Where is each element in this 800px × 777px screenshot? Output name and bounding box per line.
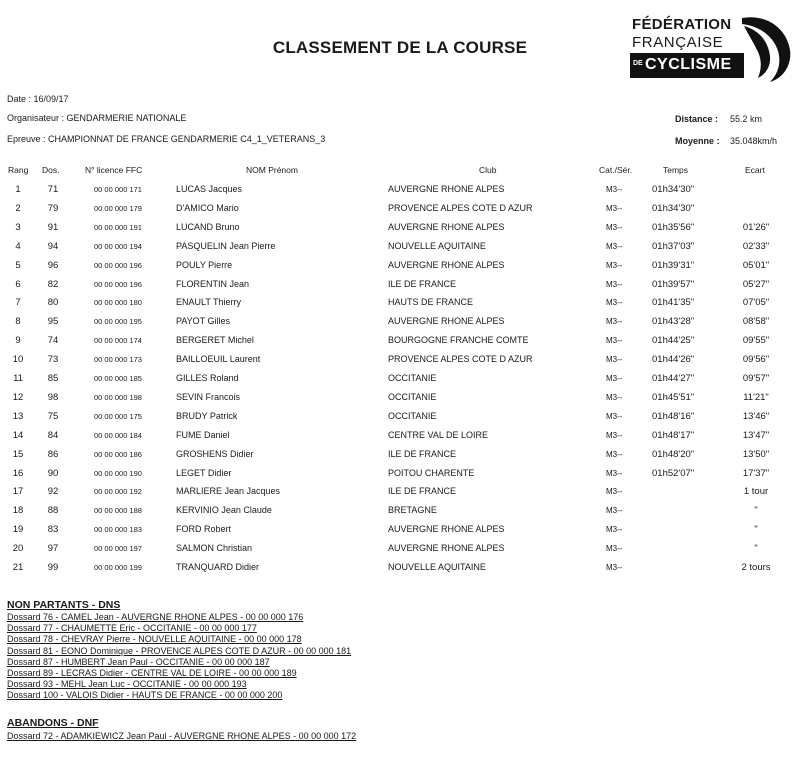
cell-rang: 7 <box>15 297 21 309</box>
cell-nom: BAILLOEUIL Laurent <box>176 354 261 365</box>
cell-nom: BRUDY Patrick <box>176 410 238 421</box>
cell-cat: M3-- <box>606 298 623 308</box>
cell-cat: M3-- <box>606 487 623 497</box>
cell-club: NOUVELLE AQUITAINE <box>388 240 486 251</box>
cell-club: AUVERGNE RHONE ALPES <box>388 221 505 232</box>
cell-ecart: 05'01" <box>742 259 770 271</box>
dns-entry: Dossard 87 - HUMBERT Jean Paul - OCCITANIE - 00 00 000 187 <box>7 656 270 667</box>
table-row <box>0 505 800 524</box>
cell-ecart: 11'21" <box>743 391 769 403</box>
cell-dos: 99 <box>47 562 59 573</box>
cell-club: POITOU CHARENTE <box>388 467 475 478</box>
dns-entry: Dossard 76 - CAMEL Jean - AUVERGNE RHONE ALPES - 00 00 000 176 <box>7 612 304 622</box>
cell-nom: MARLIERE Jean Jacques <box>176 486 281 497</box>
cell-rang: 19 <box>12 524 24 536</box>
cell-club: OCCITANIE <box>388 410 437 421</box>
cell-licence: 00 00 000 184 <box>94 430 142 440</box>
cell-club: NOUVELLE AQUITAINE <box>388 562 486 572</box>
cell-rang: 15 <box>12 448 24 460</box>
dns-entry: Dossard 77 - CHAUMETTE Eric - OCCITANIE - 00 00 000 177 <box>7 623 257 634</box>
cell-dos: 92 <box>47 486 59 498</box>
cell-rang: 2 <box>15 202 21 214</box>
cell-cat: M3-- <box>606 411 623 421</box>
table-row <box>0 335 800 354</box>
col-header-licence: N° licence FFC <box>85 165 143 175</box>
cell-cat: M3-- <box>606 336 623 346</box>
cell-licence: 00 00 000 179 <box>94 203 142 213</box>
cell-nom: LEGET Didier <box>176 467 232 478</box>
logo-line-3: CYCLISME <box>645 56 732 73</box>
cell-rang: 6 <box>15 278 21 290</box>
cell-rang: 4 <box>15 240 21 252</box>
cell-club: OCCITANIE <box>388 373 437 383</box>
cell-ecart: 17'37" <box>742 467 770 479</box>
cell-ecart: 01'26" <box>742 221 770 233</box>
cell-temps: 01h43'28" <box>652 316 695 328</box>
cell-nom: GILLES Roland <box>176 373 239 383</box>
cell-temps: 01h39'31" <box>652 259 695 271</box>
cell-licence: 00 00 000 183 <box>94 525 142 535</box>
table-row <box>0 524 800 543</box>
table-row <box>0 373 800 392</box>
cell-licence: 00 00 000 180 <box>94 298 142 308</box>
cell-cat: M3-- <box>606 279 623 289</box>
cell-temps: 01h44'25" <box>652 335 695 347</box>
cell-nom: FORD Robert <box>176 524 232 535</box>
cell-rang: 17 <box>12 486 24 498</box>
logo-line-1: FÉDÉRATION <box>632 16 732 33</box>
table-row <box>0 297 800 316</box>
distance-label: Distance : <box>675 114 719 124</box>
dns-entry: Dossard 100 - VALOIS Didier - HAUTS DE FRANCE - 00 00 000 200 <box>7 690 283 701</box>
cell-temps: 01h45'51" <box>652 391 695 403</box>
cell-rang: 1 <box>15 184 21 195</box>
race-date: Date : 16/09/17 <box>7 94 69 104</box>
cell-temps: 01h44'27" <box>652 373 695 384</box>
organizer: Organisateur : GENDARMERIE NATIONALE <box>7 113 187 123</box>
logo-line-2: FRANÇAISE <box>632 34 724 51</box>
cell-rang: 5 <box>15 259 21 271</box>
cell-ecart: 02'33" <box>742 240 770 252</box>
cell-rang: 9 <box>15 335 21 347</box>
col-header-temps: Temps <box>663 165 689 175</box>
cell-cat: M3-- <box>606 525 623 535</box>
cell-cat: M3-- <box>606 241 623 251</box>
cell-club: ILE DE FRANCE <box>388 486 457 497</box>
cell-temps: 01h34'30" <box>652 202 695 214</box>
cell-licence: 00 00 000 185 <box>94 374 142 383</box>
cell-dos: 90 <box>47 467 59 479</box>
cell-rang: 20 <box>12 543 24 555</box>
cell-dos: 79 <box>47 202 59 214</box>
cell-ecart: 09'57" <box>742 373 770 384</box>
cell-rang: 8 <box>15 316 21 328</box>
cell-rang: 10 <box>12 354 24 366</box>
cell-licence: 00 00 000 197 <box>94 544 142 554</box>
cell-temps: 01h41'35" <box>652 297 695 309</box>
cell-licence: 00 00 000 186 <box>94 449 142 459</box>
cell-nom: BERGERET Michel <box>176 335 254 346</box>
cell-club: AUVERGNE RHONE ALPES <box>388 524 505 535</box>
cell-cat: M3-- <box>606 185 623 194</box>
cell-club: BOURGOGNE FRANCHE COMTE <box>388 335 529 346</box>
cell-rang: 3 <box>15 221 21 233</box>
cell-dos: 83 <box>47 524 59 536</box>
cell-ecart: " <box>754 543 758 555</box>
dns-title: NON PARTANTS - DNS <box>7 599 121 611</box>
cell-rang: 13 <box>12 410 24 422</box>
cell-temps: 01h48'16" <box>652 410 695 422</box>
col-header-club: Club <box>479 165 497 175</box>
cell-cat: M3-- <box>606 563 623 572</box>
cell-dos: 91 <box>47 221 59 233</box>
table-row <box>0 354 800 373</box>
cell-cat: M3-- <box>606 506 623 516</box>
cell-club: OCCITANIE <box>388 391 437 402</box>
cell-licence: 00 00 000 171 <box>94 185 142 194</box>
cell-licence: 00 00 000 192 <box>94 487 142 497</box>
table-row <box>0 260 800 279</box>
cell-ecart: 13'46" <box>742 410 770 422</box>
dns-entry: Dossard 93 - MEHL Jean Luc - OCCITANIE - 00 00 000 193 <box>7 679 247 690</box>
cell-licence: 00 00 000 196 <box>94 279 142 289</box>
cell-ecart: " <box>754 505 758 517</box>
cell-cat: M3-- <box>606 430 623 440</box>
cell-ecart: 13'47" <box>742 429 770 441</box>
cell-club: PROVENCE ALPES COTE D AZUR <box>388 202 533 213</box>
table-row <box>0 430 800 449</box>
cell-dos: 74 <box>47 335 59 347</box>
cell-licence: 00 00 000 188 <box>94 506 142 516</box>
table-row <box>0 279 800 298</box>
event-name: Epreuve : CHAMPIONNAT DE FRANCE GENDARMERIE C4_1_VETERANS_3 <box>7 134 326 144</box>
table-row <box>0 486 800 505</box>
cell-club: ILE DE FRANCE <box>388 278 457 289</box>
average-speed-value: 35.048km/h <box>730 136 778 146</box>
table-row <box>0 468 800 487</box>
cell-cat: M3-- <box>606 317 623 327</box>
dns-entry: Dossard 81 - EONO Dominique - PROVENCE ALPES COTE D AZUR - 00 00 000 181 <box>7 645 352 656</box>
cell-cat: M3-- <box>606 203 623 213</box>
cell-ecart: 09'56" <box>742 354 770 366</box>
table-row <box>0 203 800 222</box>
cell-nom: GROSHENS Didier <box>176 448 254 459</box>
cell-club: BRETAGNE <box>388 505 437 516</box>
cell-cat: M3-- <box>606 468 623 478</box>
cell-nom: PASQUELIN Jean Pierre <box>176 240 276 251</box>
cell-licence: 00 00 000 199 <box>94 563 142 572</box>
cell-licence: 00 00 000 190 <box>94 468 142 478</box>
cell-rang: 11 <box>13 373 23 384</box>
cell-licence: 00 00 000 198 <box>94 392 142 402</box>
cell-cat: M3-- <box>606 392 623 402</box>
dns-entry: Dossard 78 - CHEVRAY Pierre - NOUVELLE AQUITAINE - 00 00 000 178 <box>7 634 302 645</box>
col-header-ecart: Ecart <box>745 165 765 175</box>
table-row <box>0 316 800 335</box>
cell-ecart: 05'27" <box>742 278 770 290</box>
cell-nom: POULY Pierre <box>176 259 233 270</box>
cell-rang: 16 <box>12 467 24 479</box>
table-row <box>0 562 800 581</box>
cell-temps: 01h48'20" <box>652 448 695 460</box>
cell-club: AUVERGNE RHONE ALPES <box>388 184 505 194</box>
cell-ecart: 2 tours <box>741 562 771 573</box>
table-row <box>0 222 800 241</box>
cell-temps: 01h34'30" <box>652 184 695 195</box>
logo-swoosh-icon <box>724 12 796 84</box>
cell-club: AUVERGNE RHONE ALPES <box>388 316 505 327</box>
col-header-nom: NOM Prénom <box>246 165 298 175</box>
cell-cat: M3-- <box>606 355 623 365</box>
cell-dos: 85 <box>47 373 59 384</box>
cell-ecart: 08'58" <box>742 316 770 328</box>
cell-nom: LUCAND Bruno <box>176 221 240 232</box>
cell-licence: 00 00 000 191 <box>94 222 142 232</box>
cell-nom: LUCAS Jacques <box>176 184 243 194</box>
cell-club: PROVENCE ALPES COTE D AZUR <box>388 354 533 365</box>
cell-nom: SEVIN Francois <box>176 391 241 402</box>
cell-club: CENTRE VAL DE LOIRE <box>388 429 489 440</box>
table-row <box>0 184 800 203</box>
cell-cat: M3-- <box>606 374 623 383</box>
cell-rang: 12 <box>12 391 24 403</box>
cell-cat: M3-- <box>606 260 623 270</box>
cell-dos: 71 <box>47 184 59 195</box>
logo-de: DE <box>633 60 643 67</box>
cell-cat: M3-- <box>606 449 623 459</box>
cell-ecart: " <box>754 524 758 536</box>
cell-cat: M3-- <box>606 222 623 232</box>
cell-temps: 01h52'07" <box>652 467 695 479</box>
cell-club: ILE DE FRANCE <box>388 448 457 459</box>
table-row <box>0 392 800 411</box>
average-speed-label: Moyenne : <box>675 136 720 146</box>
ffc-logo <box>628 12 798 84</box>
cell-nom: FLORENTIN Jean <box>176 278 250 289</box>
cell-dos: 88 <box>47 505 59 517</box>
cell-ecart: 09'55" <box>742 335 770 347</box>
cell-club: AUVERGNE RHONE ALPES <box>388 259 505 270</box>
cell-rang: 14 <box>12 429 24 441</box>
table-row <box>0 543 800 562</box>
cell-licence: 00 00 000 196 <box>94 260 142 270</box>
cell-dos: 96 <box>47 259 59 271</box>
cell-rang: 18 <box>12 505 24 517</box>
cell-licence: 00 00 000 175 <box>94 411 142 421</box>
cell-dos: 95 <box>47 316 59 328</box>
table-row <box>0 241 800 260</box>
cell-temps: 01h37'03" <box>652 240 695 252</box>
cell-dos: 94 <box>47 240 59 252</box>
cell-nom: PAYOT Gilles <box>176 316 231 327</box>
cell-nom: SALMON Christian <box>176 543 253 554</box>
cell-nom: KERVINIO Jean Claude <box>176 505 272 516</box>
cell-temps: 01h48'17" <box>652 429 695 441</box>
cell-nom: D'AMICO Mario <box>176 202 239 213</box>
cell-licence: 00 00 000 194 <box>94 241 142 251</box>
dnf-title: ABANDONS - DNF <box>7 717 99 729</box>
cell-ecart: 07'05" <box>742 297 770 309</box>
cell-dos: 75 <box>47 410 59 422</box>
cell-rang: 21 <box>12 562 24 573</box>
cell-dos: 97 <box>47 543 59 555</box>
cell-licence: 00 00 000 195 <box>94 317 142 327</box>
cell-temps: 01h35'56" <box>652 221 695 233</box>
cell-dos: 73 <box>47 354 59 366</box>
cell-licence: 00 00 000 173 <box>94 355 142 365</box>
cell-ecart: 13'50" <box>742 448 770 460</box>
col-header-cat: Cat./Sér. <box>599 165 633 175</box>
cell-licence: 00 00 000 174 <box>94 336 142 346</box>
cell-club: HAUTS DE FRANCE <box>388 297 474 308</box>
cell-temps: 01h44'26" <box>652 354 695 366</box>
table-row <box>0 411 800 430</box>
cell-dos: 84 <box>47 429 59 441</box>
page-title: CLASSEMENT DE LA COURSE <box>272 38 528 57</box>
cell-cat: M3-- <box>606 544 623 554</box>
cell-temps: 01h39'57" <box>652 278 695 290</box>
cell-nom: TRANQUARD Didier <box>176 562 260 572</box>
cell-nom: ENAULT Thierry <box>176 297 242 308</box>
cell-dos: 98 <box>47 391 59 403</box>
col-header-rang: Rang <box>8 165 29 175</box>
cell-ecart: 1 tour <box>743 486 769 498</box>
distance-value: 55.2 km <box>730 114 763 124</box>
cell-dos: 86 <box>47 448 59 460</box>
dnf-entry: Dossard 72 - ADAMKIEWICZ Jean Paul - AUVERGNE RHONE ALPES - 00 00 000 172 <box>7 731 357 741</box>
cell-nom: FUME Daniel <box>176 429 230 440</box>
col-header-dos: Dos. <box>42 165 60 175</box>
cell-dos: 80 <box>47 297 59 309</box>
dns-entry: Dossard 89 - LECRAS Didier - CENTRE VAL DE LOIRE - 00 00 000 189 <box>7 668 297 678</box>
cell-club: AUVERGNE RHONE ALPES <box>388 543 505 554</box>
table-row <box>0 449 800 468</box>
cell-dos: 82 <box>47 278 59 290</box>
